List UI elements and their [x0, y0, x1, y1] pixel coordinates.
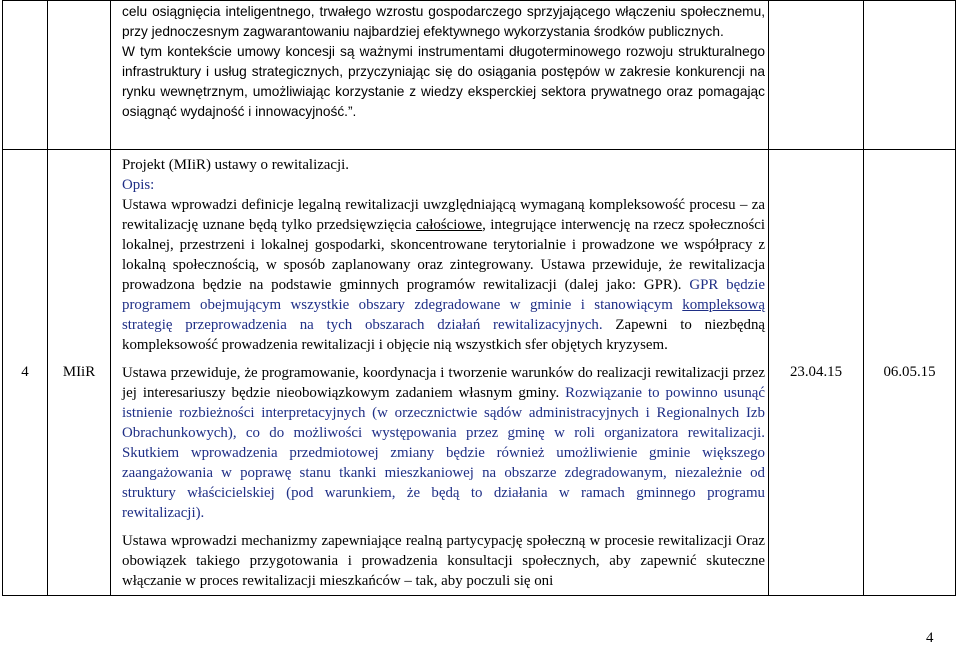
- paragraph: Ustawa wprowadzi mechanizmy zapewniające realną partycypację społeczną w procesie rewitalizacji Oraz obowiązek takiego przygotowania i prowadzenia konsultacji społecznych, aby zapewnić skuteczne włączanie w proces rewitalizacji mieszkańców – tak, aby poczuli się oni: [122, 533, 765, 589]
- project-title: Projekt (MIiR) ustawy o rewitalizacji.: [122, 157, 350, 173]
- description-cell: [111, 1, 769, 150]
- highlighted-text: Rozwiązanie to powinno usunąć istnienie rozbieżności interpretacyjnych (w orzecznictwie sądów administracyjnych i Regionalnych Izb Obrachunkowych), co do możliwości występowania przez gminę w roli organizatora rewitalizacji. Skutkiem wprowadzenia przedmiotowej zmiany będzie również umożliwienie gminie większego zaangażowania w poprawę stanu tkanki mieszkaniowej na obszarze zdegradowanym, niezależnie od struktury właścicielskiej (pod warunkiem, że będą to działania w ramach gminnego programu rewitalizacji).: [122, 385, 765, 521]
- adoption-date: 06.05.15: [864, 150, 956, 596]
- highlighted-text: strategię przeprowadzenia na tych obszarach działań rewitalizacyjnych.: [122, 317, 603, 333]
- underlined-text: kompleksową: [682, 297, 765, 313]
- date-cell: [769, 1, 864, 150]
- text-span: Zapewni to niezbędną kompleksowość prowadzenia rewitalizacji i objęcie nią wszystkich sfer objętych kryzysem.: [122, 317, 765, 353]
- paragraph: celu osiągnięcia inteligentnego, trwałego wzrostu gospodarczego sprzyjającego włączeniu społecznemu, przy jednoczesnym zagwarantowaniu najbardziej efektywnego wykorzystania środków publicznych.: [122, 4, 765, 39]
- paragraph: [122, 363, 765, 523]
- date-cell: [864, 1, 956, 150]
- text-span: Ustawa przewiduje, że programowanie, koordynacja i tworzenie warunków do realizacji rewitalizacji przez jej interesariuszy będzie nieobowiązkowym zadaniem własnym gminy.: [122, 365, 765, 401]
- description-label: Opis:: [122, 177, 155, 193]
- row-number: 4: [3, 150, 48, 596]
- submission-date: 23.04.15: [769, 150, 864, 596]
- highlighted-text: GPR będzie programem obejmującym wszystkie obszary zdegradowane w gminie i stanowiącym: [122, 277, 766, 313]
- institution-cell: [48, 1, 111, 150]
- text-span: , integrujące interwencję na rzecz społeczności lokalnej, przestrzeni i lokalnej gospodarki, skoncentrowane terytorialnie i prowadzone we współpracy z lokalną społecznością, w sposób zaplanowany oraz zintegrowany. Ustawa przewiduje, że rewitalizacja prowadzona będzie na podstawie gminnych programów rewitalizacji (dalej jako: GPR).: [122, 217, 765, 293]
- table-row: [3, 1, 956, 150]
- number-cell: [3, 1, 48, 150]
- institution-name: MIiR: [48, 150, 111, 596]
- paragraph: W tym kontekście umowy koncesji są ważnymi instrumentami długoterminowego rozwoju strukturalnego infrastruktury i usług strategicznych, przyczyniając się do osiągania postępów w zakresie konkurencji na rynku wewnętrznym, umożliwiając korzystanie z wiedzy eksperckiej sektora prywatnego oraz pomagając osiągnąć wydajność i innowacyjność.”.: [122, 44, 765, 119]
- page-number: 4: [926, 630, 934, 646]
- underlined-text: całościowe: [416, 217, 483, 233]
- legislation-table: [2, 0, 956, 596]
- text-span: Ustawa wprowadzi definicje legalną rewitalizacji uwzględniającą wymaganą kompleksowość procesu – za rewitalizację uznane będą tylko przedsięwzięcia: [122, 197, 765, 233]
- table-row: [3, 150, 956, 596]
- description-cell: [111, 150, 769, 596]
- paragraph: [122, 195, 765, 355]
